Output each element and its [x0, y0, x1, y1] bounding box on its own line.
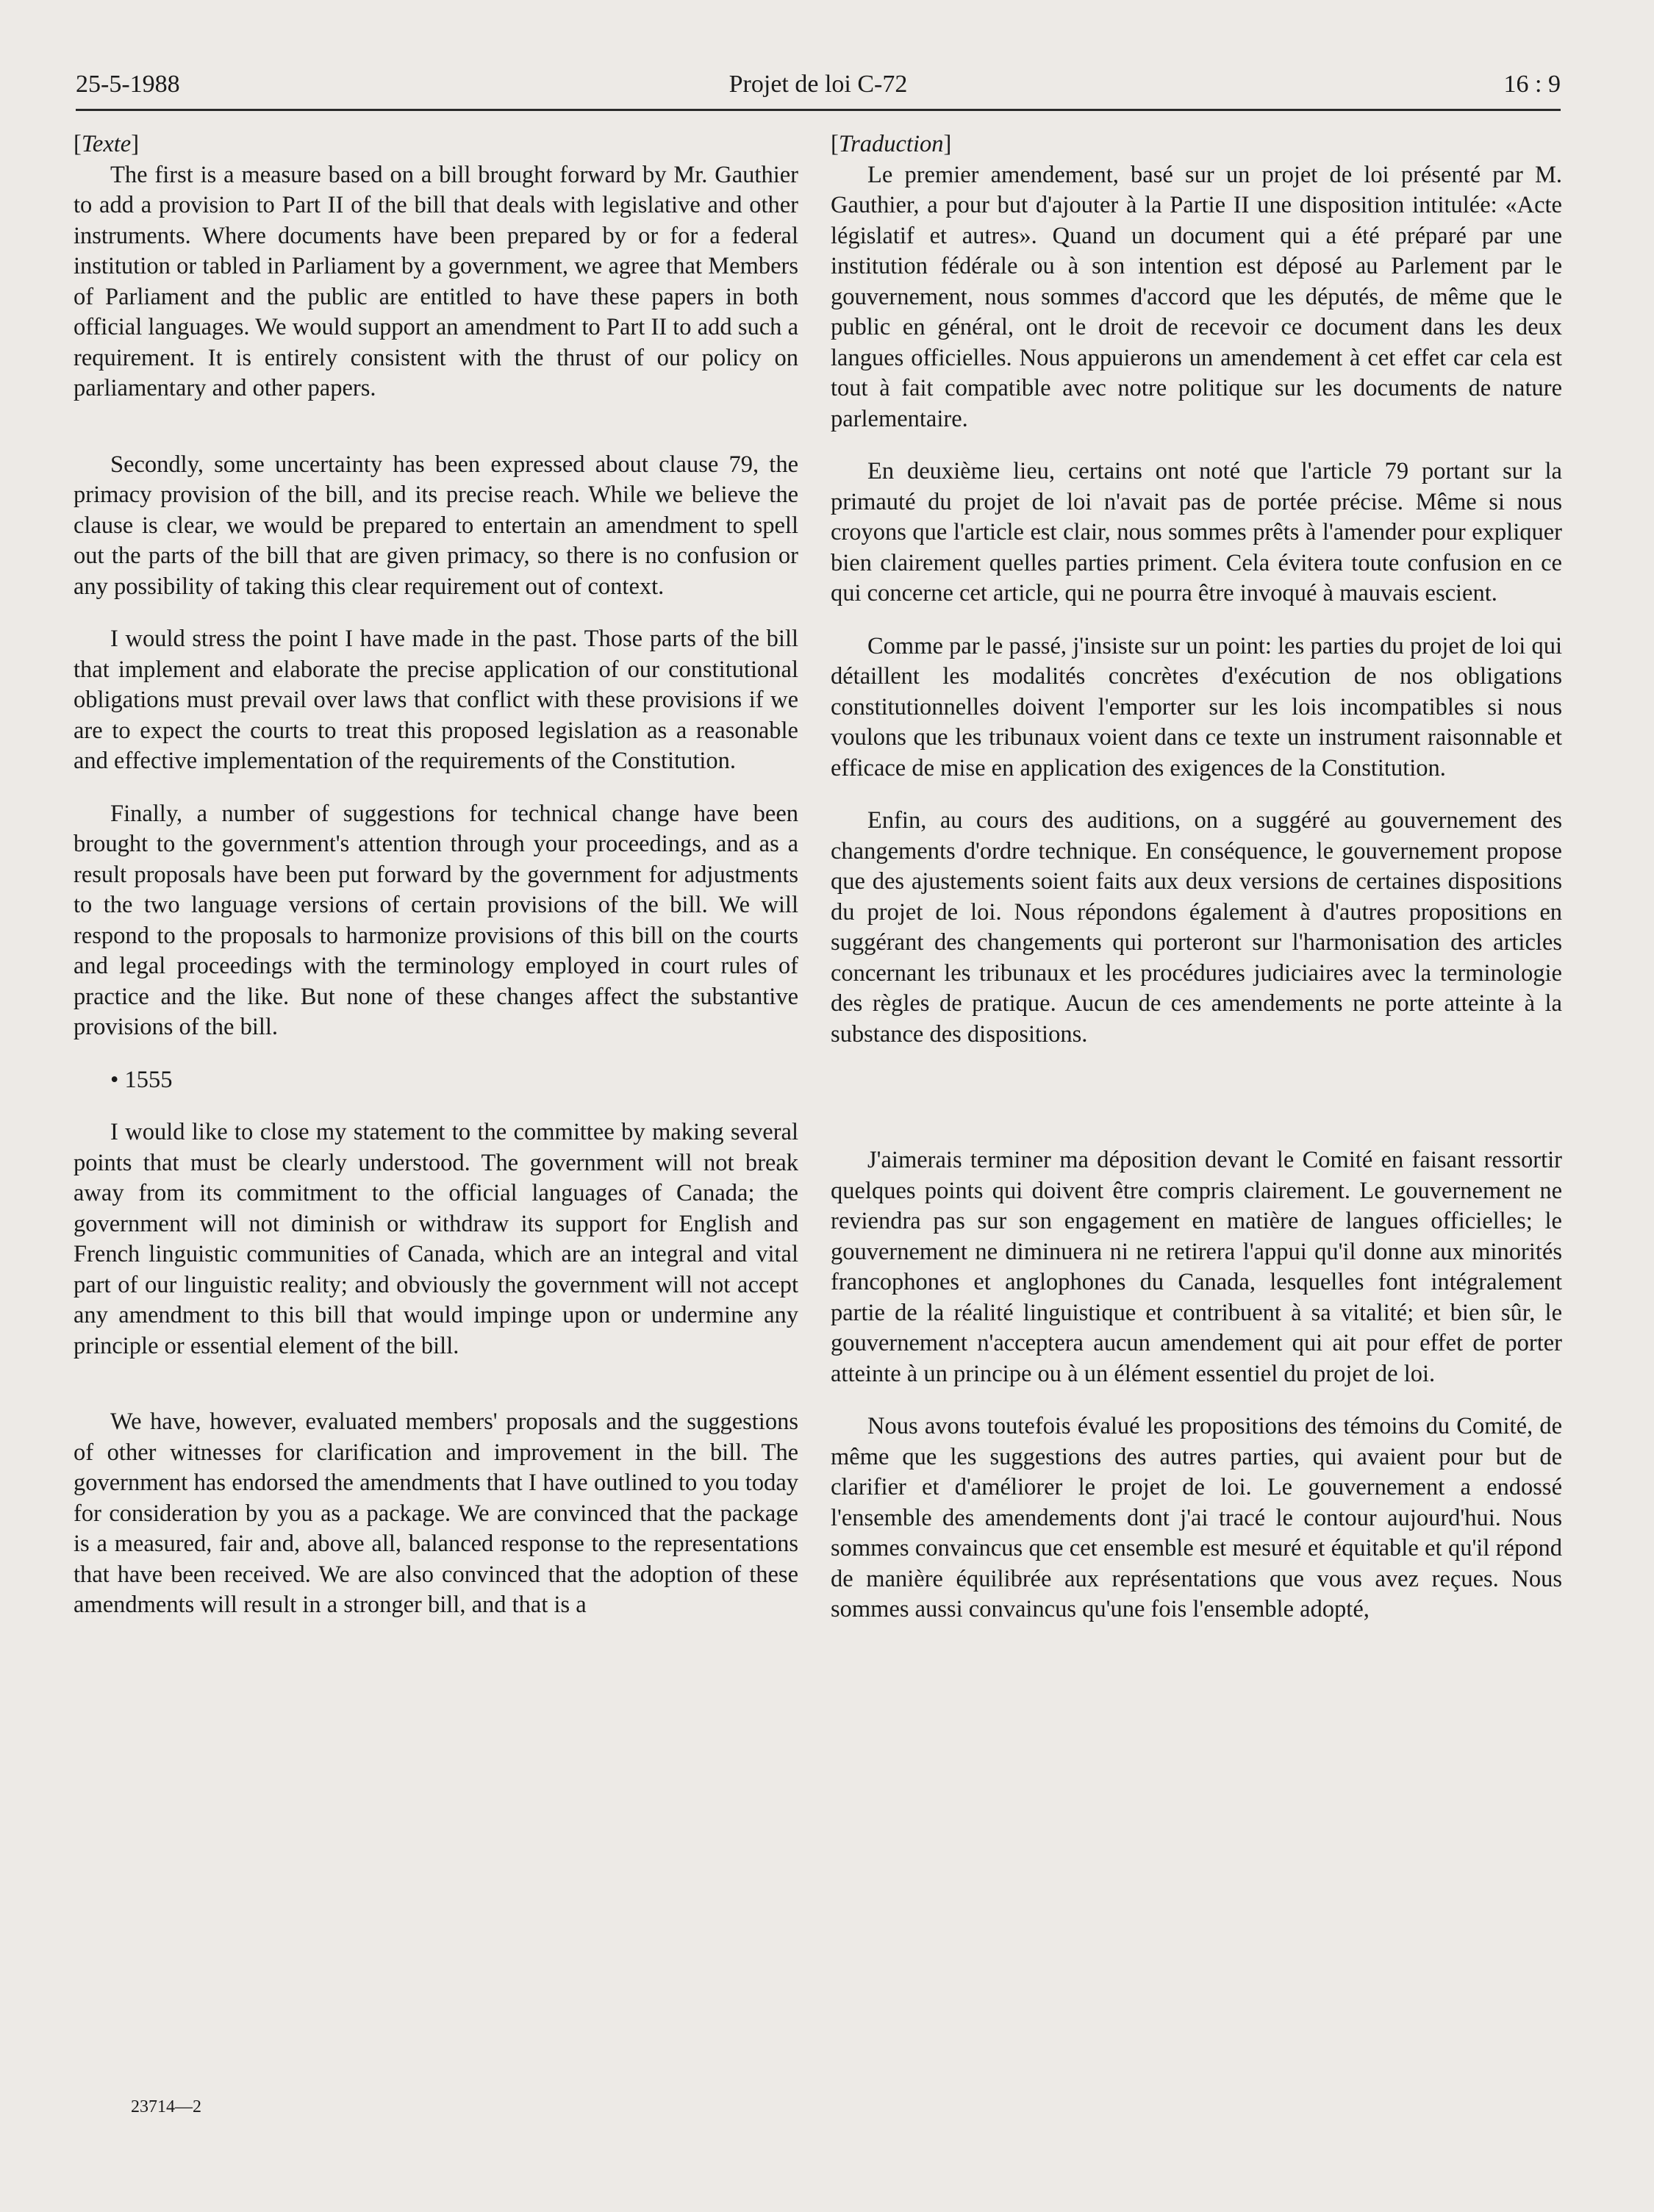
print-code: 23714—2: [131, 2097, 201, 2116]
french-column: [831, 129, 1562, 1625]
paragraph: We have, however, evaluated members' proposals and the suggestions of other witnesses for clarification and improvement in the bill. The government has endorsed the amendments that I have outlined to you today for consideration by you as a package. We are convinced that the package is a measured, fair and, above all, balanced response to the representations that have been received. We are also convinced that the adoption of these amendments will result in a stronger bill, and that is a: [74, 1409, 798, 1618]
timestamp: • 1555: [110, 1066, 173, 1093]
paragraph: En deuxième lieu, certains ont noté que l'article 79 portant sur la primauté du projet de loi n'avait pas de portée précise. Même si nous croyons que l'article est clair, nous sommes prêts à l'amender pour expliquer bien clairement quelles parties priment. Cela évitera toute confusion en ce qui concerne cet article, qui ne pourra être invoqué à mauvais escient.: [831, 458, 1562, 606]
paragraph: Comme par le passé, j'insiste sur un point: les parties du projet de loi qui détaillent les modalités concrètes d'exécution de nos obligations constitutionnelles doivent l'emporter sur les lois incompatibles si nous voulons que les tribunaux voient dans ce texte un instrument raisonnable et efficace de mise en application des exigences de la Constitution.: [831, 632, 1562, 781]
paragraph: The first is a measure based on a bill brought forward by Mr. Gauthier to add a provision to Part II of the bill that deals with legislative and other instruments. Where documents have been prepared by or for a federal institution or tabled in Parliament by a government, we agree that Members of Parliament and the public are entitled to have these papers in both official languages. We would support an amendment to Part II to add such a requirement. It is entirely consistent with the thrust of our policy on parliamentary and other papers.: [74, 161, 798, 401]
paragraph: Enfin, au cours des auditions, on a suggéré au gouvernement des changements d'ordre technique. En conséquence, le gouvernement propose que des ajustements soient faits aux deux versions de certaines dispositions du projet de loi. Nous répondons également à d'autres propositions en suggérant des changements qui porteront sur l'harmonisation des articles concernant les tribunaux et les procédures judiciaires avec la terminologie des règles de pratique. Aucun de ces amendements ne porte atteinte à la substance des dispositions.: [831, 807, 1562, 1048]
paragraph: I would like to close my statement to the committee by making several points that must be clearly understood. The government will not break away from its commitment to the official languages of Canada; the government will not diminish or withdraw its support for English and French linguistic communities of Canada, which are an integral and vital part of our linguistic reality; and obviously the government will not accept any amendment to this bill that would impinge upon or undermine any principle or essential element of the bill.: [74, 1119, 798, 1359]
english-column: [74, 129, 798, 1621]
header-date: 25-5-1988: [76, 71, 180, 98]
paragraph: Le premier amendement, basé sur un projet de loi présenté par M. Gauthier, a pour but d'ajouter à la Partie II une disposition intitulée: «Acte législatif et autres». Quand un document qui a été préparé par une institution fédérale ou à son intention est déposé au Parlement par le gouvernement, nous sommes d'accord que les députés, de même que le public en général, ont le droit de recevoir ce document dans les deux langues officielles. Nous appuierons un amendement à cet effet car cela est tout à fait compatible avec notre politique sur les documents de nature parlementaire.: [831, 161, 1562, 432]
paragraph: Secondly, some uncertainty has been expressed about clause 79, the primacy provision of the bill, and its precise reach. While we believe the clause is clear, we would be prepared to entertain an amendment to spell out the parts of the bill that are given primacy, so there is no confusion or any possibility of taking this clear requirement out of context.: [74, 451, 798, 600]
paragraph: J'aimerais terminer ma déposition devant le Comité en faisant ressortir quelques points qui doivent être compris clairement. Le gouvernement ne reviendra pas sur son engagement en matière de langues officielles; le gouvernement ne diminuera ni ne retirera l'appui qu'il donne aux minorités francophones et anglophones du Canada, lesquelles font intégralement partie de la réalité linguistique et contribuent à sa vitalité; et bien sûr, le gouvernement n'acceptera aucun amendement qui ait pour effet de porter atteinte à un principe ou à un élément essentiel du projet de loi.: [831, 1147, 1562, 1387]
column-label-french: [Traduction]: [831, 131, 952, 157]
paragraph: I would stress the point I have made in the past. Those parts of the bill that implement and elaborate the precise application of our constitutional obligations must prevail over laws that conflict with these provisions if we are to expect the courts to treat this proposed legislation as a reasonable and effective implementation of the requirements of the Constitution.: [74, 626, 798, 774]
page-header: [76, 65, 1561, 111]
header-page-number: 16 : 9: [1503, 71, 1561, 98]
paragraph: Nous avons toutefois évalué les propositions des témoins du Comité, de même que les suggestions des autres parties, qui avaient pour but de clarifier et d'améliorer le projet de loi. Le gouvernement a endossé l'ensemble des amendements dont j'ai tracé le contour aujourd'hui. Nous sommes convaincus que cet ensemble est mesuré et équitable et qu'il répond de manière équilibrée aux représentations que vous avez reçues. Nous sommes aussi convaincus qu'une fois l'ensemble adopté,: [831, 1413, 1562, 1622]
column-label-english: [Texte]: [74, 131, 140, 157]
paragraph: Finally, a number of suggestions for technical change have been brought to the government's attention through your proceedings, and as a result proposals have been put forward by the government for adjustments to the two language versions of certain provisions of the bill. We will respond to the proposals to harmonize provisions of this bill on the courts and legal proceedings with the terminology employed in court rules of practice and the like. But none of these changes affect the substantive provisions of the bill.: [74, 800, 798, 1040]
header-title: Projet de loi C-72: [728, 71, 908, 98]
